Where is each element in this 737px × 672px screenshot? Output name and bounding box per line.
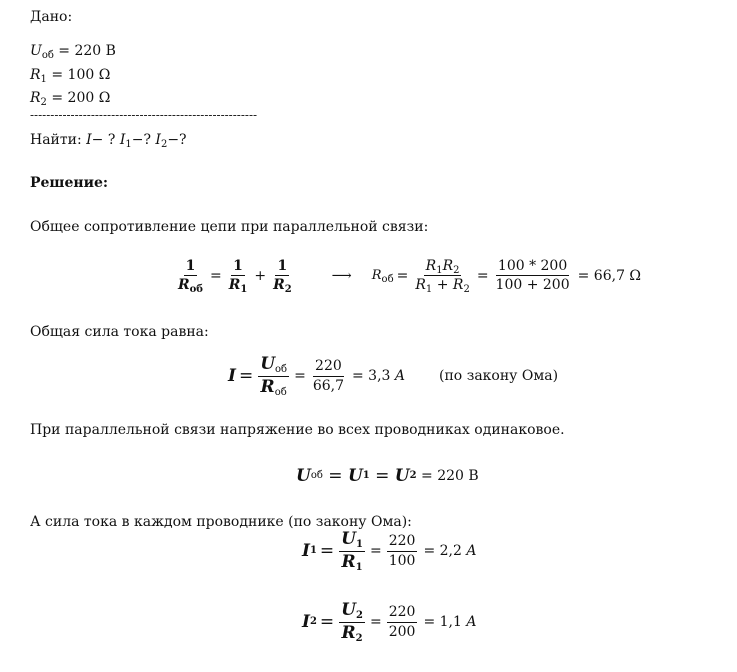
given-heading: Дано: <box>30 9 73 25</box>
equation-current-i2: I 2 = $\frac{U_2}{R_2}$ = $\frac{220}{200}$ = 1,1 A <box>302 600 477 644</box>
find-line: Найти: I− ? $I_1-$? $I_2-$? <box>30 132 187 150</box>
given-r1: $R_1 = 100$ Ω <box>30 67 111 85</box>
solution-heading: Решение: <box>30 175 109 191</box>
fraction-u2-over-r2: $\frac{U_2}{R_2}$ <box>341 600 363 644</box>
paragraph-current-each: А сила тока в каждом проводнике (по закону Ома): <box>30 514 412 530</box>
given-u-total: $U_{об} = 220$ В <box>30 43 116 61</box>
separator-line: -------------------------------------------------------- <box>30 108 258 122</box>
paragraph-parallel-voltage: При параллельной связи напряжение во всех проводниках одинаковое. <box>30 422 565 438</box>
fraction-1-over-r1: $\frac{1}{R_1}$ <box>228 258 248 296</box>
given-r2: $R_2 = 200$ Ω <box>30 90 111 108</box>
paragraph-total-resistance: Общее сопротивление цепи при параллельной связи: <box>30 219 429 235</box>
fraction-1-over-r2: $\frac{1}{R_2}$ <box>273 258 292 296</box>
fraction-u-over-r: $\frac{U_{об}}{R_{об}}$ <box>260 354 288 398</box>
fraction-220-over-200: $\frac{220}{200}$ <box>388 604 416 640</box>
fraction-u1-over-r1: $\frac{U_1}{R_1}$ <box>341 529 363 573</box>
equation-voltage: U об = U 1 = U 2 = 220 В <box>296 466 479 486</box>
arrow-icon: ⟶ <box>331 267 352 284</box>
fraction-values: $\frac{100 * 200}{100 + 200}$ <box>495 258 570 294</box>
fraction-220-over-100: $\frac{220}{100}$ <box>388 533 416 569</box>
equation-current-i1: I 1 = $\frac{U_1}{R_1}$ = $\frac{220}{100}$ = 2,2 A <box>302 529 477 573</box>
equation-total-resistance: $\frac{1}{R_{об}}$ = $\frac{1}{R_1}$ + $\frac{1}{R_2}$ ⟶ $R_{об}$ = $\frac{R_1R_2}{R_1 + R_2}$ = $\frac{100 * 200}{100 + 200}$ = 66,7 Ω <box>178 258 642 296</box>
paragraph-total-current: Общая сила тока равна: <box>30 324 209 340</box>
fraction-220-over-66: $\frac{220}{66,7}$ <box>312 358 344 394</box>
equation-total-current: I = $\frac{U_{об}}{R_{об}}$ = $\frac{220}{66,7}$ = 3,3 A (по закону Ома) <box>228 354 559 398</box>
fraction-1-over-rob: $\frac{1}{R_{об}}$ <box>178 258 203 296</box>
fraction-r1r2-over-sum: $\frac{R_1R_2}{R_1 + R_2}$ <box>415 258 470 296</box>
